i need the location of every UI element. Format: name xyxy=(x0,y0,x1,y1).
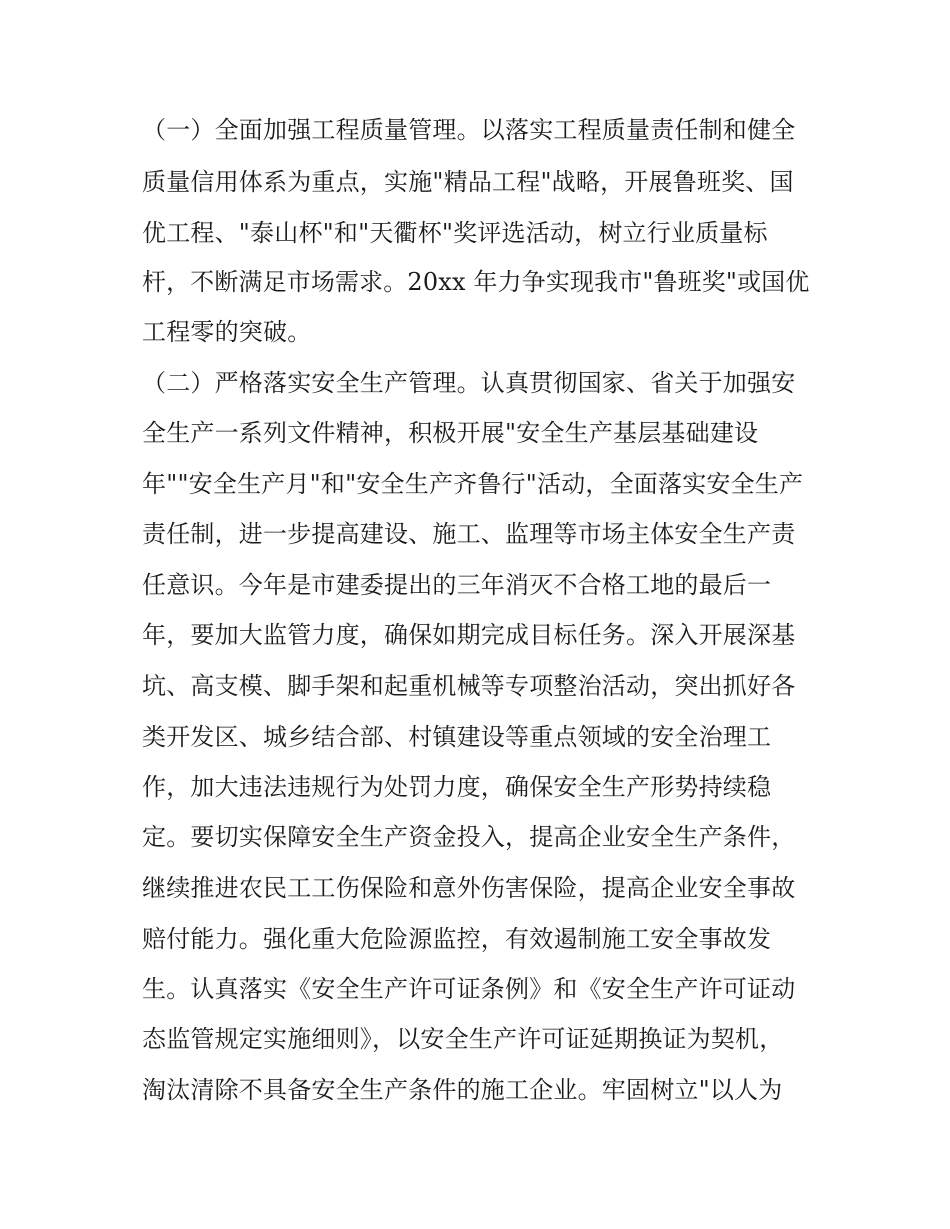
text-line: 定。要切实保障安全生产资金投入，提高企业安全生产条件， xyxy=(142,823,796,851)
text-line: 年""安全生产月"和"安全生产齐鲁行"活动，全面落实安全生产 xyxy=(142,470,804,498)
text-line: 工程零的突破。 xyxy=(142,318,312,346)
text-line: 类开发区、城乡结合部、村镇建设等重点领域的安全治理工 xyxy=(142,723,772,751)
text-line: 责任制，进一步提高建设、施工、监理等市场主体安全生产责 xyxy=(142,520,796,548)
text-line: 继续推进农民工工伤保险和意外伤害保险，提高企业安全事故 xyxy=(142,874,796,902)
text-line: 生。认真落实《安全生产许可证条例》和《安全生产许可证动 xyxy=(142,975,796,1003)
text-line: 淘汰清除不具备安全生产条件的施工企业。牢固树立"以人为 xyxy=(142,1076,783,1104)
text-line: 质量信用体系为重点，实施"精品工程"战略，开展鲁班奖、国 xyxy=(142,168,794,196)
text-line: 全生产一系列文件精神，积极开展"安全生产基层基础建设 xyxy=(142,419,759,447)
text-line: 优工程、"泰山杯"和"天衢杯"奖评选活动，树立行业质量标 xyxy=(142,219,768,247)
text-line: 态监管规定实施细则》，以安全生产许可证延期换证为契机， xyxy=(142,1025,784,1053)
text-line: 杆，不断满足市场需求。20xx 年力争实现我市"鲁班奖"或国优 xyxy=(142,268,810,296)
text-line: （二）严格落实安全生产管理。认真贯彻国家、省关于加强安 xyxy=(142,369,796,397)
text-line: 赔付能力。强化重大危险源监控，有效遏制施工安全事故发 xyxy=(142,925,772,953)
text-line: 任意识。今年是市建委提出的三年消灭不合格工地的最后一 xyxy=(142,571,772,599)
text-line: 坑、高支模、脚手架和起重机械等专项整治活动，突出抓好各 xyxy=(142,672,796,700)
text-line: 年，要加大监管力度，确保如期完成目标任务。深入开展深基 xyxy=(142,621,796,649)
text-line: 作，加大违法违规行为处罚力度，确保安全生产形势持续稳 xyxy=(142,773,772,801)
text-line: （一）全面加强工程质量管理。以落实工程质量责任制和健全 xyxy=(142,116,796,144)
